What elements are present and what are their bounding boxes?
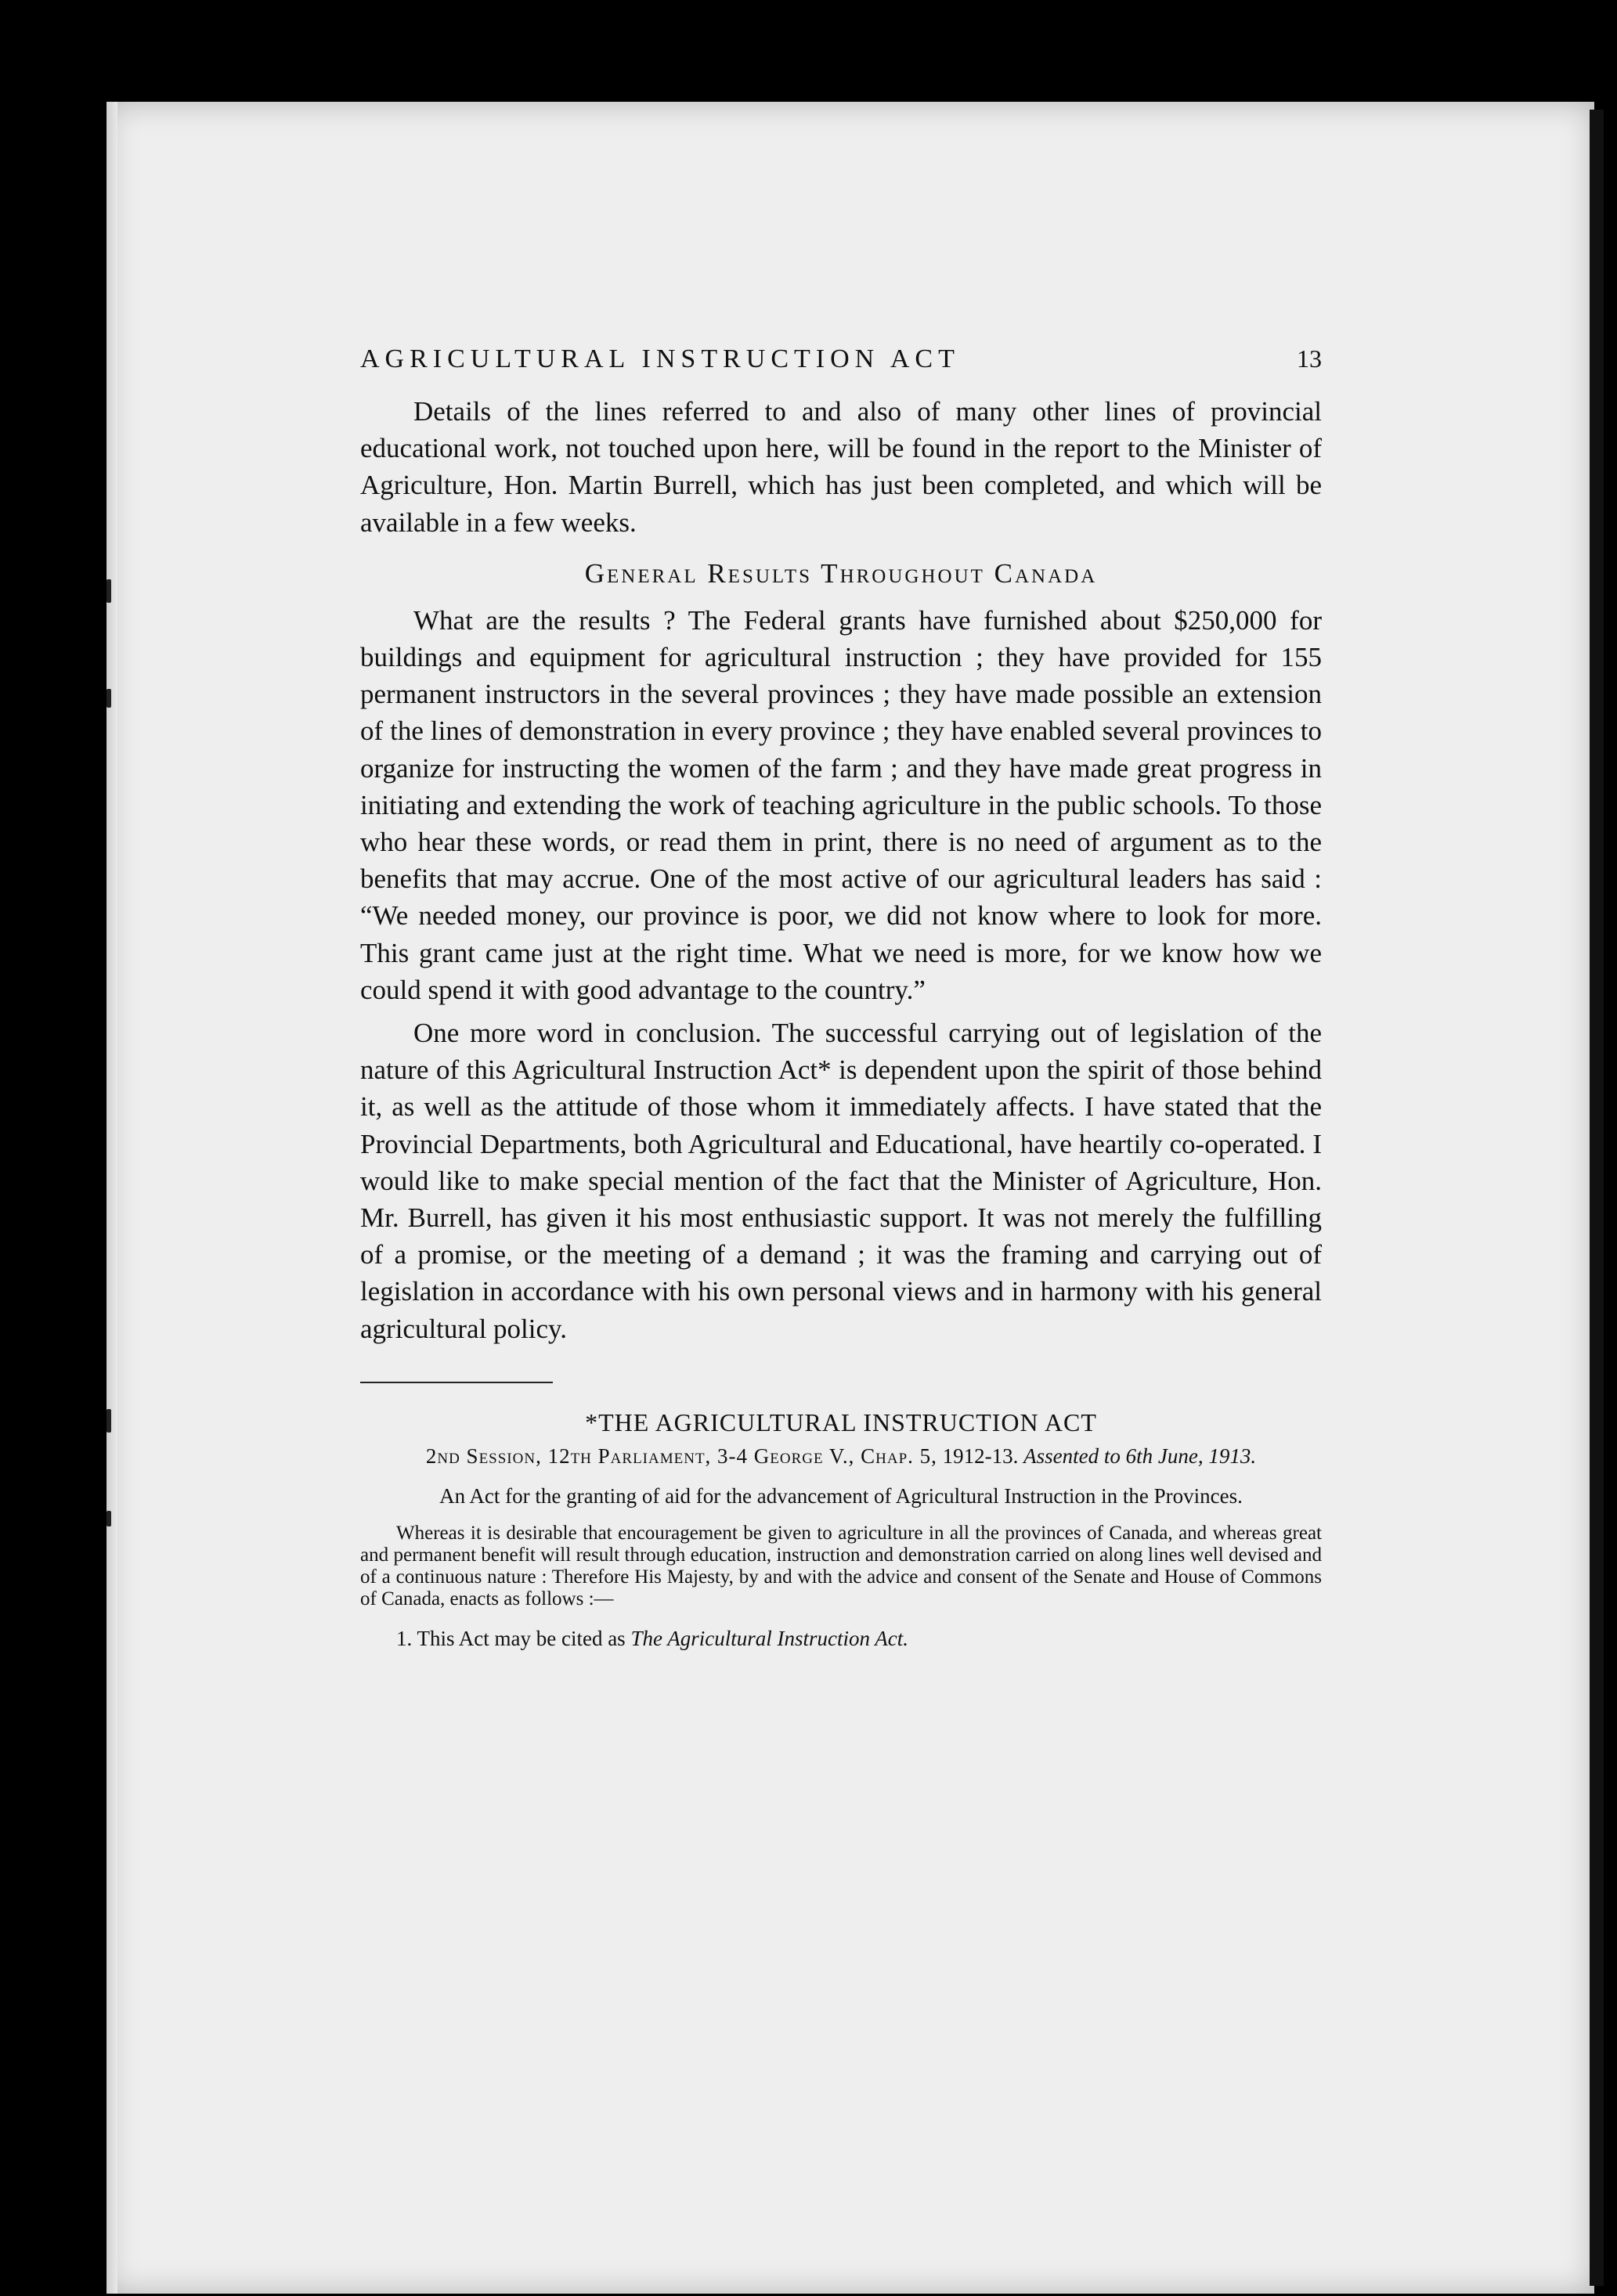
section-1: [360, 1626, 1322, 1651]
binding-mark: [106, 689, 111, 708]
page-number: 13: [1297, 344, 1322, 373]
session-prefix: 2nd Session, 12th Parliament, 3-4 George V., Chap. 5,: [425, 1444, 937, 1468]
session-line: [360, 1444, 1322, 1469]
session-year: 1912-13.: [942, 1444, 1019, 1468]
session-assent: Assented to 6th June, 1913.: [1023, 1444, 1257, 1468]
paragraph-details: Details of the lines referred to and also of many other lines of provincial educational work, not touched upon here, will be found in the report to the Minister of Agriculture, Hon. Martin Burrell, which has just been completed, and which will be available in a few weeks.: [360, 396, 1322, 538]
page-left-edge: [106, 102, 117, 2294]
binding-mark: [106, 1409, 111, 1433]
running-title: AGRICULTURAL INSTRUCTION ACT: [360, 344, 960, 373]
page-right-edge: [1590, 110, 1604, 2286]
section-heading: General Results Throughout Canada: [584, 557, 1098, 589]
act-description: An Act for the granting of aid for the advancement of Agricultural Instruction in the Provinces.: [439, 1483, 1243, 1508]
paragraph-conclusion: One more word in conclusion. The successful carrying out of legislation of the nature of this Agricultural Instruction Act* is dependent upon the spirit of those behind it, as well as the attitude of those whom it immediately affects. I have stated that the Provincial Departments, both Agricultural and Educational, have heartily co-operated. I would like to make special mention of the fact that the Minister of Agriculture, Hon. Mr. Burrell, has given it his most enthusiastic support. It was not merely the fulfilling of a promise, or the meeting of a demand ; it was the framing and carrying out of legislation in accordance with his own personal views and in harmony with his general agricultural policy.: [360, 1018, 1322, 1344]
section-1-title: The Agricultural Instruction Act.: [630, 1626, 908, 1650]
footnote-title: *THE AGRICULTURAL INSTRUCTION ACT: [585, 1408, 1097, 1436]
binding-mark: [106, 579, 111, 603]
section-1-prefix: 1. This Act may be cited as: [396, 1626, 626, 1650]
whereas-clause: Whereas it is desirable that encouragement be given to agriculture in all the provinces of Canada, and whereas great and permanent benefit will result through education, instruction and demonstration carried on along lines well devised and of a continuous nature : Therefore His Majesty, by and with the advice and consent of the Senate and House of Commons of Canada, enacts as follows :—: [360, 1522, 1322, 1609]
running-head: [360, 344, 1322, 374]
footnote-rule: [360, 1382, 553, 1383]
page-content: [360, 344, 1322, 1651]
binding-mark: [106, 1511, 111, 1526]
paragraph-results: What are the results ? The Federal grants have furnished about $250,000 for buildings and equipment for agricultural instruction ; they have provided for 155 permanent instructors in the several provinces ; they have made possible an extension of the lines of demonstration in every province ; they have enabled several provinces to organize for instructing the women of the farm ; and they have made great progress in initiating and extending the work of teaching agriculture in the public schools. To those who hear these words, or read them in print, there is no need of argument as to the benefits that may accrue. One of the most active of our agricultural leaders has said : “We needed money, our province is poor, we did not know where to look for more. This grant came just at the right time. What we need is more, for we know how we could spend it with good advantage to the country.”: [360, 604, 1322, 1005]
